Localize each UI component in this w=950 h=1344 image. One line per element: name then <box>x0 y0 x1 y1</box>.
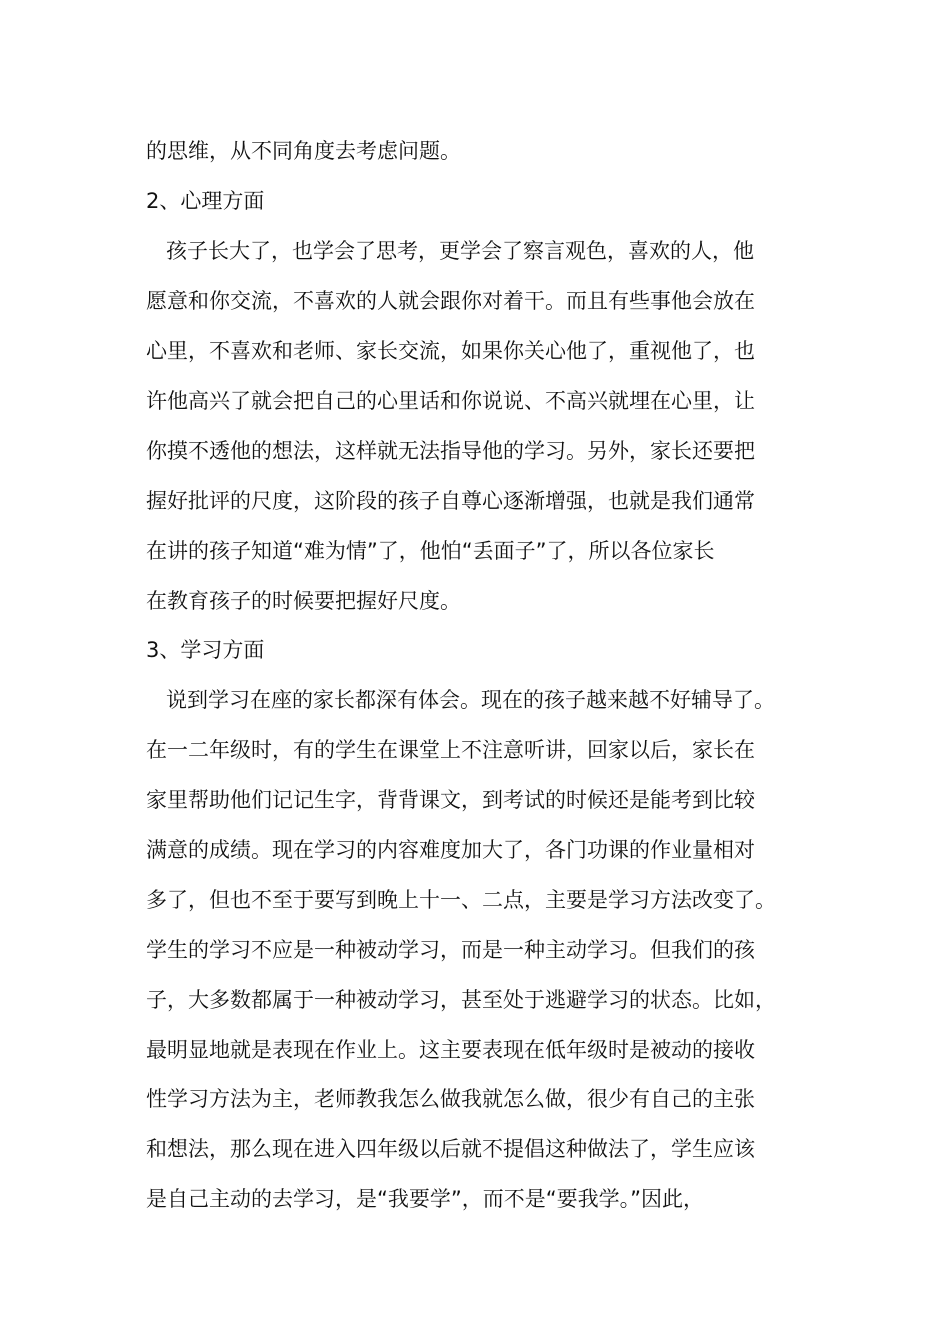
text-line: 家里帮助他们记记生字，背背课文，到考试的时候还是能考到比较 <box>146 788 755 812</box>
text-line: 子，大多数都属于一种被动学习，甚至处于逃避学习的状态。比如， <box>146 988 776 1012</box>
text-line: 多了，但也不至于要写到晚上十一、二点，主要是学习方法改变了。 <box>146 888 776 912</box>
text-line: 孩子长大了，也学会了思考，更学会了察言观色，喜欢的人，他 <box>166 239 754 263</box>
text-line: 许他高兴了就会把自己的心里话和你说说、不高兴就埋在心里，让 <box>146 389 755 413</box>
text-line: 和想法，那么现在进入四年级以后就不提倡这种做法了，学生应该 <box>146 1137 755 1161</box>
text-line: 学生的学习不应是一种被动学习，而是一种主动学习。但我们的孩 <box>146 938 755 962</box>
text-line: 在教育孩子的时候要把握好尺度。 <box>146 589 461 613</box>
text-line: 在一二年级时，有的学生在课堂上不注意听讲，回家以后，家长在 <box>146 738 755 762</box>
text-line: 在讲的孩子知道“难为情”了，他怕“丢面子”了，所以各位家长 <box>146 539 715 563</box>
text-line: 是自己主动的去学习，是“我要学”，而不是“要我学。”因此， <box>146 1187 705 1211</box>
text-line: 心里，不喜欢和老师、家长交流，如果你关心他了，重视他了，也 <box>146 339 755 363</box>
text-line: 握好批评的尺度，这阶段的孩子自尊心逐渐增强，也就是我们通常 <box>146 489 755 513</box>
section-heading-study: 3、学习方面 <box>146 638 265 662</box>
text-line: 性学习方法为主，老师教我怎么做我就怎么做，很少有自己的主张 <box>146 1087 755 1111</box>
text-line: 你摸不透他的想法，这样就无法指导他的学习。另外，家长还要把 <box>146 439 755 463</box>
text-line: 愿意和你交流，不喜欢的人就会跟你对着干。而且有些事他会放在 <box>146 289 755 313</box>
text-line: 说到学习在座的家长都深有体会。现在的孩子越来越不好辅导了。 <box>166 688 775 712</box>
text-line: 满意的成绩。现在学习的内容难度加大了，各门功课的作业量相对 <box>146 838 755 862</box>
text-line: 的思维，从不同角度去考虑问题。 <box>146 139 461 163</box>
section-heading-psychology: 2、心理方面 <box>146 189 265 213</box>
text-line: 最明显地就是表现在作业上。这主要表现在低年级时是被动的接收 <box>146 1038 755 1062</box>
